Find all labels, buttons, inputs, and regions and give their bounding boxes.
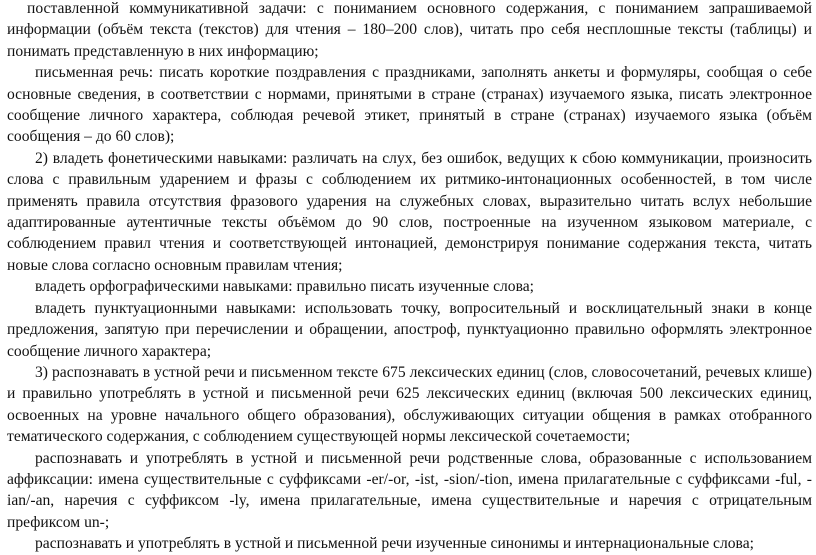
paragraph-written-speech: письменная речь: писать короткие поздравления с праздниками, заполнять анкеты и формуляры, сообщая о себе основные сведения, в соответствии с нормами, принятыми в стране (странах) изучаемого языка, писать электронное сообщение личного характера, соблюдая речевой этикет, принятый в стране (странах) изучаемого языка (объём сообщения – до 60 слов);: [7, 64, 812, 146]
paragraph-lexical-units: 3) распознавать в устной речи и письменном тексте 675 лексических единиц (слов, словосочетаний, речевых клише) и правильно употреблять в устной и письменной речи 625 лексических единиц (включая 500 лексических единиц, освоенных на уровне начального общего образования), обслуживающих ситуации общения в рамках отобранного тематического содержания, с соблюдением существующей нормы лексической сочетаемости;: [7, 363, 812, 446]
paragraph-synonyms: распознавать и употреблять в устной и письменной речи изученные синонимы и интернациональные слова;: [35, 535, 754, 553]
paragraph-phonetic-skills: 2) владеть фонетическими навыками: различать на слух, без ошибок, ведущих к сбою коммуникации, произносить слова с правильным ударением и фразы с соблюдением их ритмико-интонационных особенностей, в том числе применять правила отсутствия фразового ударения на служебных словах, выразительно читать вслух небольшие адаптированные аутентичные тексты объёмом до 90 слов, построенные на изученном языковом материале, с соблюдением правил чтения и соответствующей интонацией, демонстрируя понимание содержания текста, читать новые слова согласно основным правилам чтения;: [7, 149, 812, 274]
paragraph-punctuation-skills: владеть пунктуационными навыками: использовать точку, вопросительный и восклицательный знаки в конце предложения, запятую при перечислении и обращении, апостроф, пунктуационно правильно оформлять электронное сообщение личного характера;: [7, 299, 812, 360]
document-page: [7, 0, 812, 555]
paragraph-orthographic-skills: владеть орфографическими навыками: правильно писать изученные слова;: [35, 278, 534, 296]
paragraph-affixation: распознавать и употреблять в устной и письменной речи родственные слова, образованные с использованием аффиксации: имена существительные с суффиксами -er/-or, -ist, -sion/-tion, имена прилагательные с суффиксами -ful, -ian/-an, наречия с суффиксом -ly, имена прилагательные, имена существительные и наречия с отрицательным префиксом un-;: [7, 449, 812, 531]
paragraph-first-continuation: поставленной коммуникативной задачи: с пониманием основного содержания, с пониманием запрашиваемой информации (объём текста (текстов) для чтения – 180–200 слов), читать про себя несплошные тексты (таблицы) и понимать представленную в них информацию;: [7, 0, 812, 60]
